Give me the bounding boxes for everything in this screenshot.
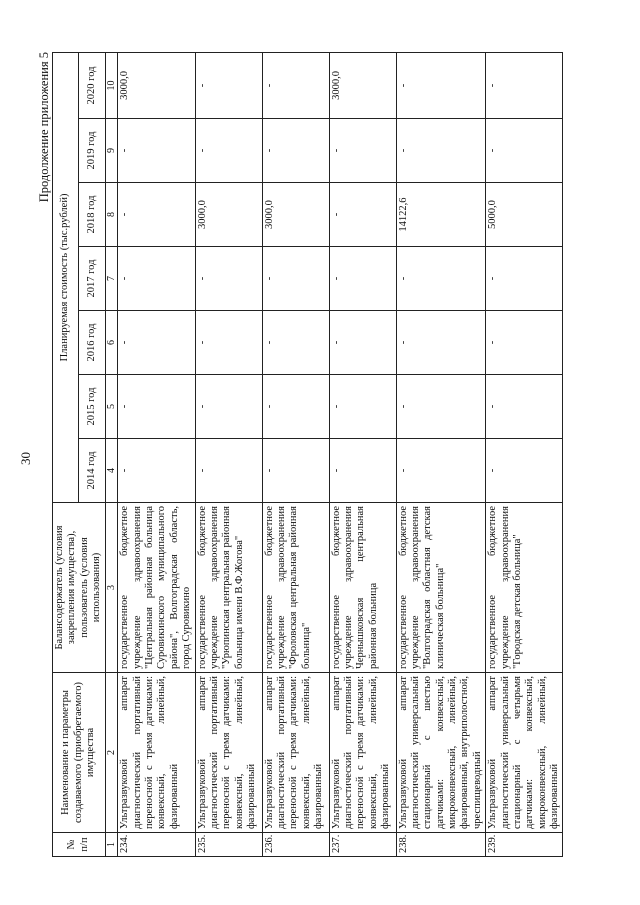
header-year: 2014 год [79, 439, 105, 503]
row-number: 237. [329, 833, 396, 857]
page-number: 30 [18, 452, 33, 465]
header-year: 2017 год [79, 247, 105, 311]
column-index: 3 [105, 503, 118, 673]
item-name: Ультразвуковой аппарат диагностический портативный переносной с тремя датчиками: конвексный, линейный, фазированный [262, 673, 329, 833]
cost-cell: 3000,0 [195, 183, 262, 247]
column-index: 7 [105, 247, 118, 311]
cost-cell: - [262, 311, 329, 375]
header-holder: Балансодержатель (условия закрепления имущества), пользователь (условия использования) [53, 503, 106, 673]
table-row [486, 52, 563, 856]
table-row [195, 52, 262, 856]
item-name: Ультразвуковой аппарат диагностический универсальный стационарный с четырьмя датчиками: конвексный, микроконвексный, линейный, фазированный [486, 673, 563, 833]
column-index: 2 [105, 673, 118, 833]
column-index: 1 [105, 833, 118, 857]
column-index: 6 [105, 311, 118, 375]
cost-cell: - [195, 439, 262, 503]
cost-cell: - [396, 311, 486, 375]
cost-cell: - [329, 439, 396, 503]
cost-cell: - [329, 119, 396, 183]
item-holder: государственное бюджетное учреждение здравоохранения "Городская детская больница" [486, 503, 563, 673]
cost-cell: - [486, 119, 563, 183]
cost-cell: - [396, 52, 486, 118]
cost-cell: 3000,0 [262, 183, 329, 247]
cost-cell: - [396, 439, 486, 503]
header-year: 2020 год [79, 52, 105, 118]
header-year: 2018 год [79, 183, 105, 247]
header-year: 2019 год [79, 119, 105, 183]
column-index: 8 [105, 183, 118, 247]
table-row [396, 52, 486, 856]
cost-cell: - [118, 375, 195, 439]
cost-cell: - [195, 311, 262, 375]
cost-cell: - [486, 247, 563, 311]
row-number: 235. [195, 833, 262, 857]
continuation-note: Продолжение приложения 5 [37, 52, 51, 203]
item-name: Ультразвуковой аппарат диагностический универсальный стационарный с шестью датчиками: конвексный, микроконвексный, линейный, фазированный, внутриполостной, чреспищеводный [396, 673, 486, 833]
cost-cell: - [486, 52, 563, 118]
cost-cell: - [486, 311, 563, 375]
header-year: 2016 год [79, 311, 105, 375]
cost-cell: - [329, 311, 396, 375]
cost-cell: - [195, 247, 262, 311]
item-holder: государственное бюджетное учреждение здравоохранения "Фроловская центральная районная больница" [262, 503, 329, 673]
cost-cell: - [195, 52, 262, 118]
header-cost: Планируемая стоимость (тыс.рублей) [53, 52, 79, 502]
cost-cell: - [262, 52, 329, 118]
cost-cell: - [195, 375, 262, 439]
cost-cell: - [118, 247, 195, 311]
column-index-row [105, 52, 118, 856]
cost-cell: - [262, 247, 329, 311]
cost-cell: - [262, 375, 329, 439]
cost-cell: - [118, 119, 195, 183]
item-name: Ультразвуковой аппарат диагностический портативный переносной с тремя датчиками: конвексный, линейный, фазированный [195, 673, 262, 833]
cost-cell: - [486, 439, 563, 503]
row-number: 234. [118, 833, 195, 857]
cost-cell: - [118, 311, 195, 375]
row-number: 239. [486, 833, 563, 857]
cost-cell: - [396, 375, 486, 439]
cost-cell: 3000,0 [118, 52, 195, 118]
cost-cell: - [262, 119, 329, 183]
row-number: 236. [262, 833, 329, 857]
row-number: 238. [396, 833, 486, 857]
table-row [262, 52, 329, 856]
item-holder: государственное бюджетное учреждение здравоохранения "Волгоградская областная детская клиническая больница" [396, 503, 486, 673]
cost-cell: - [396, 119, 486, 183]
header-name: Наименование и параметры создаваемого (приобретаемого) имущества [53, 673, 106, 833]
cost-cell: 3000,0 [329, 52, 396, 118]
column-index: 5 [105, 375, 118, 439]
header-no: № п/п [53, 833, 106, 857]
column-index: 9 [105, 119, 118, 183]
cost-cell: 14122,6 [396, 183, 486, 247]
cost-cell: - [396, 247, 486, 311]
item-holder: государственное бюджетное учреждение здравоохранения "Центральная районная больница Суровикинского муниципального района", Волгоградская область, город Суровикино [118, 503, 195, 673]
cost-cell: - [329, 247, 396, 311]
property-table [52, 52, 563, 857]
cost-cell: - [118, 183, 195, 247]
column-index: 4 [105, 439, 118, 503]
item-name: Ультразвуковой аппарат диагностический портативный переносной с тремя датчиками: конвексный, линейный, фазированный [118, 673, 195, 833]
header-year: 2015 год [79, 375, 105, 439]
table-row [118, 52, 195, 856]
cost-cell: 5000,0 [486, 183, 563, 247]
column-index: 10 [105, 52, 118, 118]
cost-cell: - [195, 119, 262, 183]
table-row [329, 52, 396, 856]
item-holder: государственное бюджетное учреждение здравоохранения Чернышковская центральная районная больница [329, 503, 396, 673]
item-name: Ультразвуковой аппарат диагностический портативный переносной с тремя датчиками: конвексный, линейный, фазированный [329, 673, 396, 833]
cost-cell: - [329, 183, 396, 247]
cost-cell: - [329, 375, 396, 439]
item-holder: государственное бюджетное учреждение здравоохранения "Урюпинская центральная районная больница имени В.Ф.Жогова" [195, 503, 262, 673]
cost-cell: - [118, 439, 195, 503]
cost-cell: - [486, 375, 563, 439]
cost-cell: - [262, 439, 329, 503]
